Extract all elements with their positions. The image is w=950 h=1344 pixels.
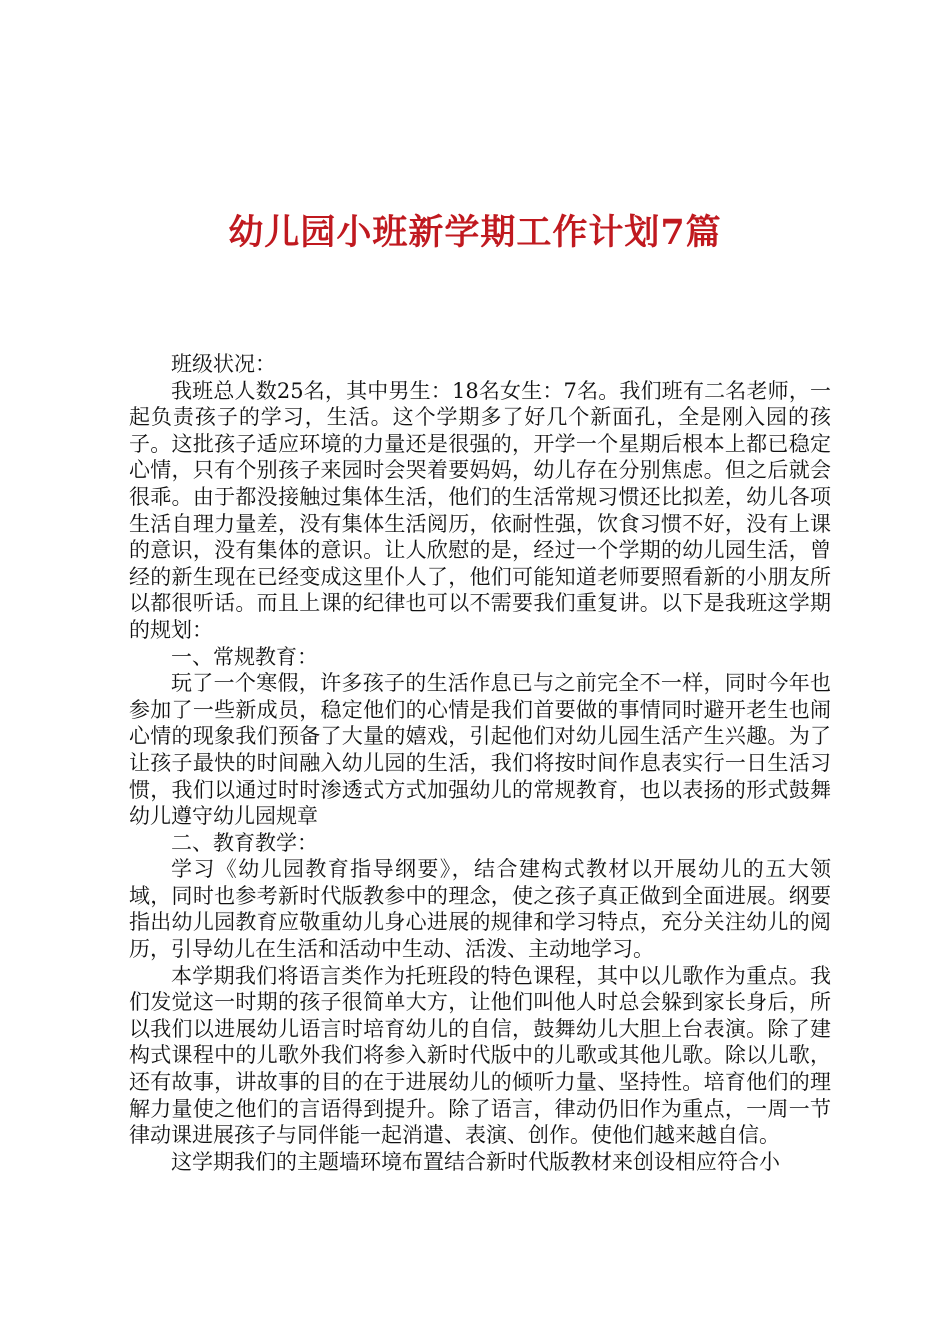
document-body	[129, 351, 831, 1175]
paragraph-routine-education: 玩了一个寒假，许多孩子的生活作息已与之前完全不一样，同时今年也参加了一些新成员，稳定他们的心情是我们首要做的事情同时避开老生也闹心情的现象我们预备了大量的嬉戏，引起他们对幼儿园生活产生兴趣。为了让孩子最快的时间融入幼儿园的生活，我们将按时间作息表实行一日生活习惯，我们以通过时时渗透式方式加强幼儿的常规教育，也以表扬的形式鼓舞幼儿遵守幼儿园规章	[129, 671, 831, 829]
paragraph-language-course: 本学期我们将语言类作为托班段的特色课程，其中以儿歌作为重点。我们发觉这一时期的孩子很简单大方，让他们叫他人时总会躲到家长身后，所以我们以进展幼儿语言时培育幼儿的自信，鼓舞幼儿大胆上台表演。除了建构式课程中的儿歌外我们将参入新时代版中的儿歌或其他儿歌。除以儿歌，还有故事，讲故事的目的在于进展幼儿的倾听力量、坚持性。培育他们的理解力量使之他们的言语得到提升。除了语言，律动仍旧作为重点，一周一节律动课进展孩子与同伴能一起消遣、表演、创作。使他们越来越自信。	[129, 963, 831, 1148]
paragraph-theme-wall: 这学期我们的主题墙环境布置结合新时代版教材来创设相应符合小	[171, 1149, 780, 1174]
paragraph-class-overview: 我班总人数25名，其中男生：18名女生：7名。我们班有二名老师，一起负责孩子的学习，生活。这个学期多了好几个新面孔，全是刚入园的孩子。这批孩子适应环境的力量还是很强的，开学一个星期后根本上都已稳定心情，只有个别孩子来园时会哭着要妈妈，幼儿存在分别焦虑。但之后就会很乖。由于都没接触过集体生活，他们的生活常规习惯还比拟差，幼儿各项生活自理力量差，没有集体生活阅历，依耐性强，饮食习惯不好，没有上课的意识，没有集体的意识。让人欣慰的是，经过一个学期的幼儿园生活，曾经的新生现在已经变成这里仆人了，他们可能知道老师要照看新的小朋友所以都很听话。而且上课的纪律也可以不需要我们重复讲。以下是我班这学期的规划：	[129, 378, 831, 642]
paragraph-teaching-guideline: 学习《幼儿园教育指导纲要》，结合建构式教材以开展幼儿的五大领域，同时也参考新时代版教参中的理念，使之孩子真正做到全面进展。纲要指出幼儿园教育应敬重幼儿身心进展的规律和学习特点，充分关注幼儿的阅历，引导幼儿在生活和活动中生动、活泼、主动地学习。	[129, 857, 831, 962]
paragraph-class-status-heading: 班级状况：	[171, 352, 276, 376]
document-title: 幼儿园小班新学期工作计划7篇	[228, 212, 722, 253]
paragraph-routine-education-heading: 一、常规教育：	[171, 644, 318, 669]
paragraph-teaching-heading: 二、教育教学：	[171, 830, 318, 855]
